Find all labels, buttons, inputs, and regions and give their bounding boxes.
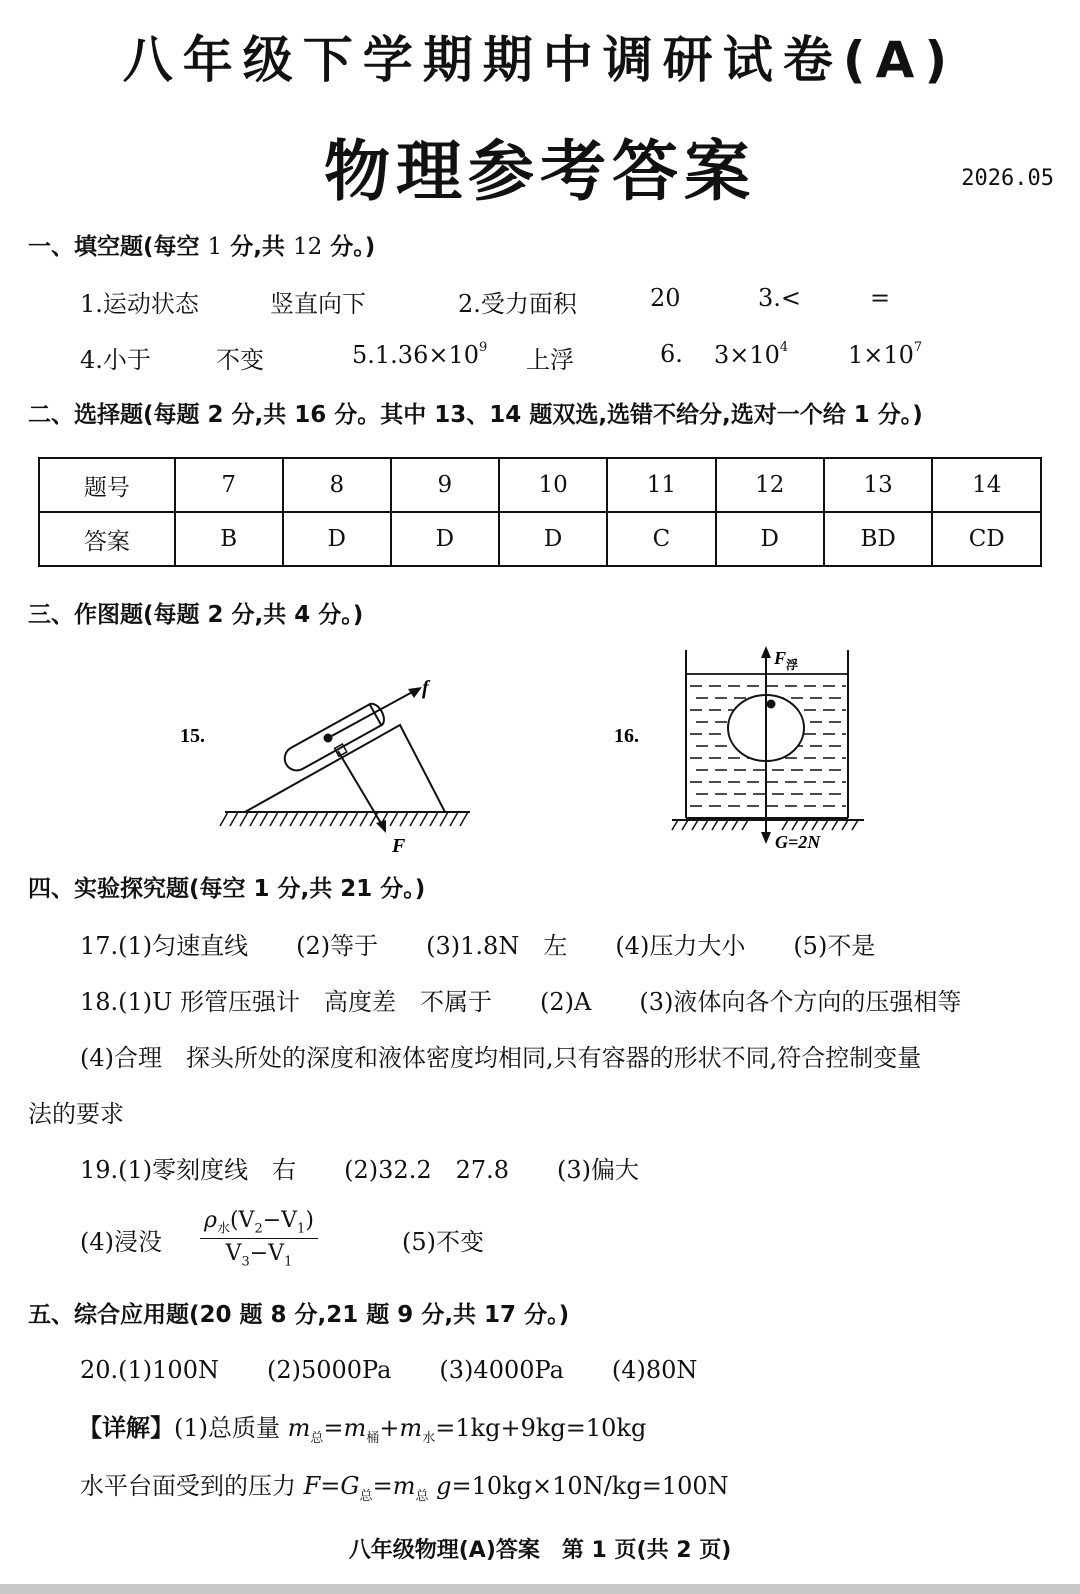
bottom-edge-bar: [0, 1584, 1080, 1594]
capsule-object: [280, 701, 387, 775]
ground-hatching: [220, 812, 468, 826]
gravity-arrowhead: [761, 832, 771, 844]
answer-q2: 2.受力面积: [458, 290, 577, 318]
answer-q6: 6.: [660, 340, 683, 368]
detail-line-1: 【详解】(1)总质量 $m_总=m_桶+m_水=1kg+9kg=10kg$: [78, 1413, 647, 1446]
answer-q2b: 20: [650, 284, 681, 312]
question-number: 12: [716, 458, 824, 512]
exam-title: 八年级下学期期中调研试卷(A): [122, 31, 958, 89]
section2-heading: 二、选择题(每题 2 分,共 16 分。其中 13、14 题双选,选错不给分,选对一个给 1 分。): [28, 402, 923, 428]
exam-date: 2026.05: [961, 166, 1054, 191]
figure-16-buoyancy: [600, 640, 900, 875]
section1-heading: 一、填空题(每空 1 分,共 12 分。): [28, 234, 376, 260]
detail-line-2: 水平台面受到的压力 $F=G_总=m_总$ g=10kg×10N/kg=100N: [80, 1472, 729, 1504]
answer-q19-part5: (5)不变: [402, 1228, 484, 1256]
answer-q1: 1.运动状态: [80, 290, 199, 318]
density-formula: $\frac{\rho_水(V_2-V_1)}{V_3-V_1}$: [200, 1208, 318, 1270]
gravity-label: G=2N: [775, 832, 821, 852]
answer-cell: D: [283, 512, 391, 566]
pressure-arrowhead: [376, 820, 386, 833]
answer-q3: 3.<: [758, 284, 802, 312]
question-number: 8: [283, 458, 391, 512]
answer-table: [38, 457, 1042, 567]
figure-16-label: 16.: [614, 725, 639, 747]
answer-q5: $5.1.36\times 10^9$: [352, 340, 488, 369]
answer-q1b: 竖直向下: [270, 290, 366, 318]
row-label-answer: 答案: [39, 512, 175, 566]
answer-key-title: 物理参考答案: [324, 133, 756, 210]
question-number: 11: [607, 458, 715, 512]
row-label-number: 题号: [39, 458, 175, 512]
table-row: [39, 512, 1041, 566]
figure-15-label: 15.: [180, 725, 205, 747]
table-row: [39, 458, 1041, 512]
answer-q4: 4.小于: [80, 346, 151, 374]
figure-15-incline: [160, 640, 500, 875]
buoyancy-arrowhead: [761, 646, 771, 658]
answer-q18-line2: (4)合理 探头所处的深度和液体密度均相同,只有容器的形状不同,符合控制变量: [80, 1044, 922, 1072]
section3-heading: 三、作图题(每题 2 分,共 4 分。): [28, 602, 364, 628]
question-number: 13: [824, 458, 932, 512]
section4-heading: 四、实验探究题(每空 1 分,共 21 分。): [28, 876, 426, 902]
answer-cell: C: [607, 512, 715, 566]
question-number: 7: [175, 458, 283, 512]
question-number: 9: [391, 458, 499, 512]
pressure-label: F: [392, 835, 406, 857]
answer-q17: 17.(1)匀速直线 (2)等于 (3)1.8N 左 (4)压力大小 (5)不是: [80, 932, 876, 960]
answer-q18-line3: 法的要求: [28, 1100, 124, 1128]
answer-cell: B: [175, 512, 283, 566]
question-number: 14: [932, 458, 1041, 512]
answer-q19-part4: (4)浸没: [80, 1228, 162, 1256]
answer-q6b: $1\times 10^7$: [848, 340, 923, 369]
answer-q20: 20.(1)100N (2)5000Pa (3)4000Pa (4)80N: [80, 1356, 698, 1384]
answer-cell: D: [716, 512, 824, 566]
section5-heading: 五、综合应用题(20 题 8 分,21 题 9 分,共 17 分。): [28, 1302, 570, 1328]
pressure-arrow: [338, 751, 382, 825]
page-footer: 八年级物理(A)答案 第 1 页(共 2 页): [348, 1538, 732, 1563]
question-number: 10: [499, 458, 607, 512]
answer-cell: BD: [824, 512, 932, 566]
answer-cell: D: [391, 512, 499, 566]
ball-center-dot: [767, 700, 776, 709]
buoyancy-label: $F_浮$: [774, 648, 799, 672]
answer-q19-line1: 19.(1)零刻度线 右 (2)32.2 27.8 (3)偏大: [80, 1156, 640, 1184]
answer-cell: CD: [932, 512, 1041, 566]
answer-q4b: 不变: [216, 346, 264, 374]
answer-q6a: $3\times 10^4$: [714, 340, 789, 369]
answer-q5b: 上浮: [526, 346, 574, 374]
answer-q18-line1: 18.(1)U 形管压强计 高度差 不属于 (2)A (3)液体向各个方向的压强相等: [80, 988, 962, 1016]
answer-cell: D: [499, 512, 607, 566]
answer-q3b: =: [870, 284, 891, 312]
friction-label: f: [422, 677, 429, 699]
